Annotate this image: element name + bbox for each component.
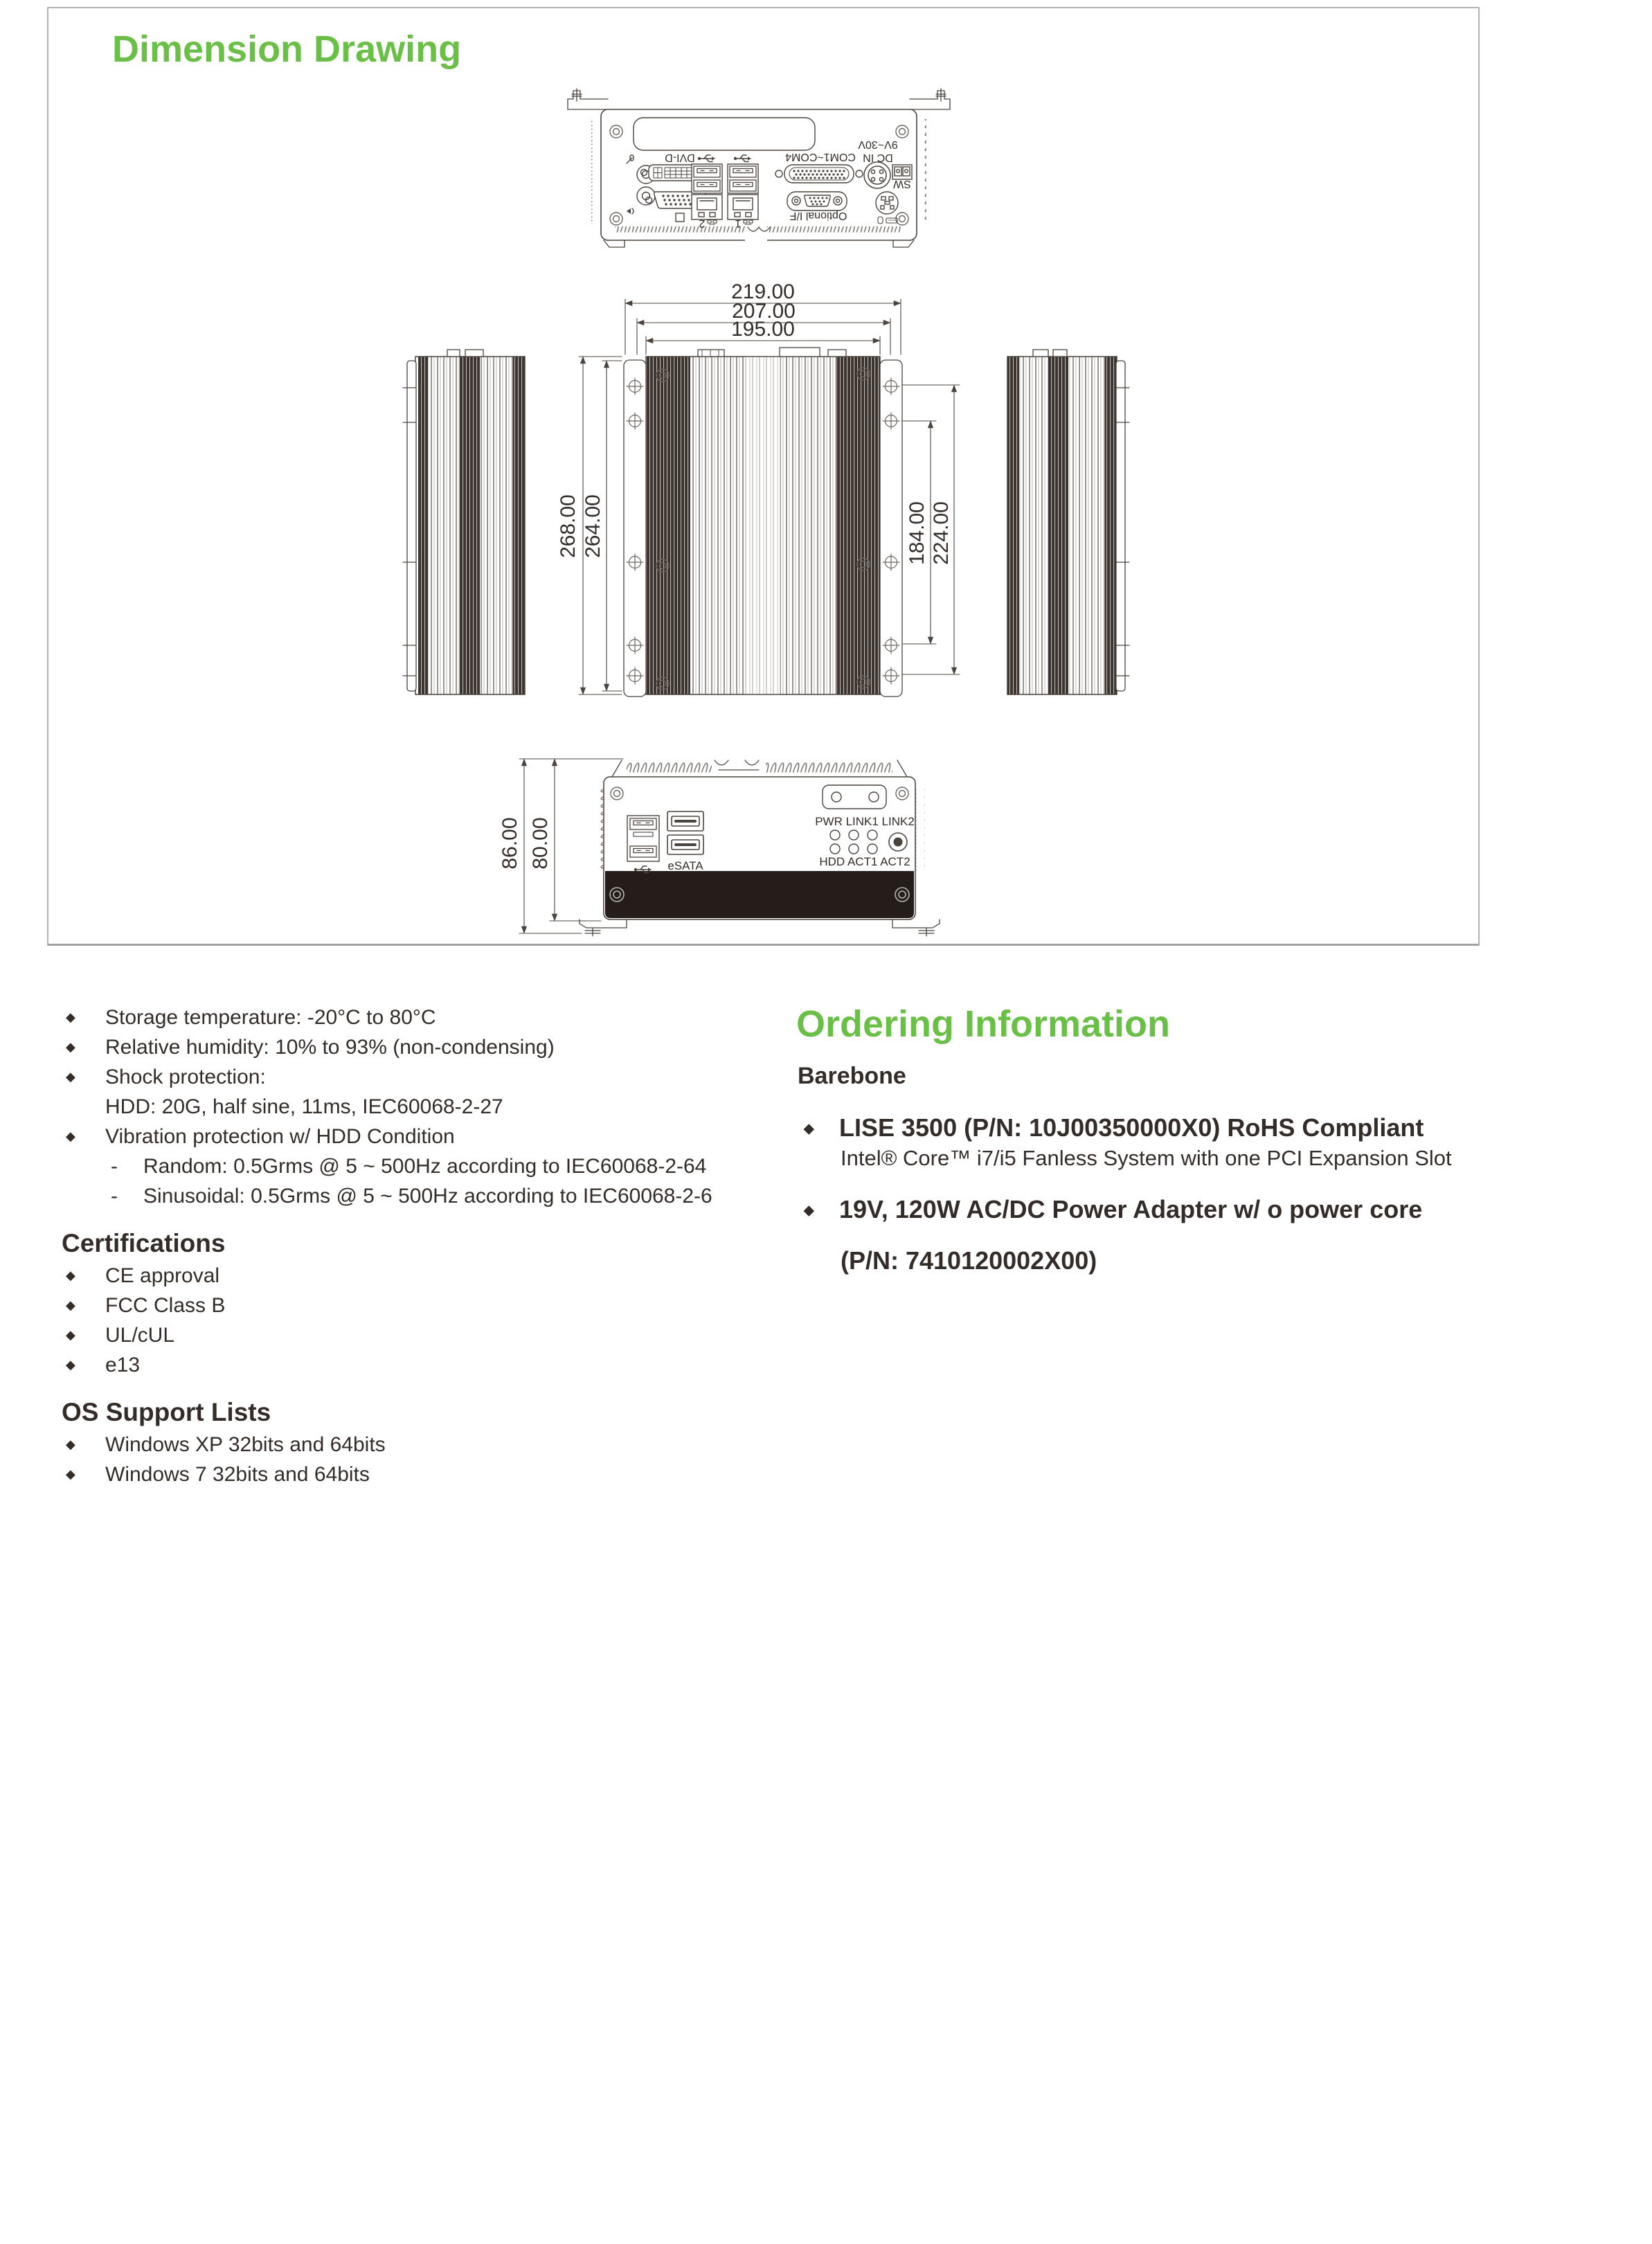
certification-item (52, 1350, 772, 1380)
label-lan2: 2 (699, 217, 706, 229)
label-lan1: 1 (735, 217, 742, 229)
spec-subitem (52, 1151, 772, 1181)
front-panel-view (580, 759, 940, 936)
certification-item (52, 1320, 772, 1350)
certifications-heading: Certifications (62, 1229, 226, 1257)
dim-width-mid: 207.00 (732, 300, 796, 323)
environment-specs (52, 1003, 772, 1489)
barebone-subheading: Barebone (798, 1063, 906, 1089)
os-support-list (52, 1430, 772, 1489)
certification-text: FCC Class B (105, 1294, 226, 1317)
spec-text: Shock protection: (105, 1066, 266, 1088)
dim-height-outer: 268.00 (557, 494, 580, 558)
top-view-center (624, 348, 902, 697)
os-text: Windows 7 32bits and 64bits (105, 1463, 370, 1486)
dim-height-inner: 264.00 (582, 494, 604, 558)
spec-text: Sinusoidal: 0.5Grms @ 5 ~ 500Hz according to IEC60068-2-6 (143, 1185, 712, 1208)
ordering-item (796, 1112, 1565, 1144)
certification-text: UL/cUL (105, 1324, 175, 1347)
spec-text: Vibration protection w/ HDD Condition (105, 1125, 455, 1148)
label-dc-in: DC IN (863, 152, 893, 163)
spec-item (52, 1003, 772, 1032)
label-optional-if: Optional I/F (789, 210, 847, 222)
dim-width-inner: 195.00 (731, 318, 795, 341)
label-sw: SW (893, 178, 911, 190)
os-support-heading: OS Support Lists (62, 1398, 271, 1426)
certification-text: e13 (105, 1354, 141, 1376)
dimension-drawing-figure (0, 0, 1652, 949)
os-text: Windows XP 32bits and 64bits (105, 1433, 386, 1456)
os-item (52, 1460, 772, 1489)
ordering-item-part-number: (P/N: 7410120002X00) (841, 1246, 1097, 1275)
label-dvi: DVI-D (665, 152, 695, 163)
label-led-bottom: HDD ACT1 ACT2 (819, 855, 910, 868)
ordering-item-text: LISE 3500 (P/N: 10J00350000X0) RoHS Compliant (839, 1113, 1424, 1142)
ordering-item-text: 19V, 120W AC/DC Power Adapter w/ o power core (839, 1195, 1423, 1223)
ordering-item-description: Intel® Core™ i7/i5 Fanless System with one PCI Expansion Slot (841, 1146, 1452, 1170)
spec-text: Storage temperature: -20°C to 80°C (105, 1006, 436, 1029)
spec-item (52, 1062, 772, 1092)
label-led-top: PWR LINK1 LINK2 (815, 815, 915, 828)
certification-text: CE approval (105, 1264, 220, 1287)
spec-text: HDD: 20G, half sine, 11ms, IEC60068-2-27 (105, 1095, 503, 1118)
spec-item (52, 1092, 772, 1122)
dim-front-inner: 80.00 (529, 817, 552, 870)
ordering-item (796, 1194, 1565, 1226)
label-dc-voltage: 9V~30V (858, 138, 898, 150)
side-view-right (1007, 350, 1129, 694)
dim-mount-outer: 224.00 (930, 501, 953, 565)
page-title: Dimension Drawing (112, 28, 462, 70)
spec-text: Random: 0.5Grms @ 5 ~ 500Hz according to IEC60068-2-64 (143, 1155, 707, 1178)
spec-item (52, 1032, 772, 1062)
ordering-title: Ordering Information (796, 1003, 1170, 1045)
certification-item (52, 1291, 772, 1320)
rear-panel-view (568, 89, 950, 247)
certifications-list (52, 1261, 772, 1380)
ordering-information (796, 1003, 1565, 1277)
dim-front-outer: 86.00 (499, 817, 521, 870)
dim-width-outer: 219.00 (731, 280, 795, 303)
spec-item (52, 1122, 772, 1151)
spec-subitem (52, 1181, 772, 1211)
label-esata: eSATA (667, 859, 703, 872)
side-view-left (403, 350, 525, 694)
os-item (52, 1430, 772, 1460)
label-com: COM1~COM4 (785, 151, 856, 163)
spec-text: Relative humidity: 10% to 93% (non-condensing) (105, 1036, 555, 1059)
dim-mount-inner: 184.00 (906, 501, 928, 565)
certification-item (52, 1261, 772, 1291)
